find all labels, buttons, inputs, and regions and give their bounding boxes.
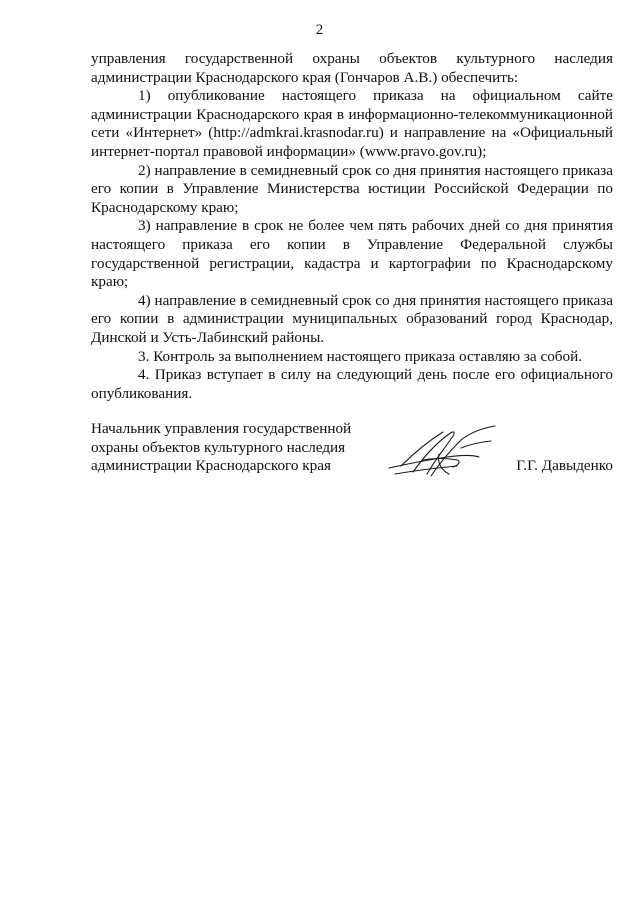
signatory-name: Г.Г. Давыденко (516, 457, 613, 474)
signatory-title-line: администрации Краснодарского края (91, 457, 331, 475)
paragraph-intro: управления государственной охраны объектов культурного наследия администрации Краснодарского края (Гончаров А.В.) обеспечить: (91, 50, 613, 86)
handwritten-signature (387, 424, 499, 482)
paragraph-item-1: 1) опубликование настоящего приказа на официальном сайте администрации Краснодарского края в информационно-телекоммуникационной сети «Интернет» (http://admkrai.krasnodar.ru) и направление на «Официальный интернет-портал правовой информации» (www.pravo.gov.ru); (91, 87, 613, 160)
paragraph-item-4: 4) направление в семидневный срок со дня принятия настоящего приказа его копии в администрации муниципальных образований город Краснодар, Динской и Усть-Лабинский районы. (91, 291, 613, 346)
paragraph-clause-4: 4. Приказ вступает в силу на следующий день после его официального опубликования. (91, 366, 613, 402)
signatory-title (91, 420, 381, 476)
signatory-title-line: Начальник управления государственной (91, 420, 352, 437)
paragraph-item-2: 2) направление в семидневный срок со дня принятия настоящего приказа его копии в Управление Министерства юстиции Российской Федерации по Краснодарскому краю; (91, 161, 613, 216)
signatory-title-line: охраны объектов культурного наследия (91, 438, 346, 456)
signature-block (91, 420, 613, 490)
paragraph-clause-3: 3. Контроль за выполнением настоящего приказа оставляю за собой. (138, 347, 583, 365)
paragraph-item-3: 3) направление в срок не более чем пять рабочих дней со дня принятия настоящего приказа его копии в Управление Федеральной службы государственной регистрации, кадастра и картографии по Краснодарскому краю; (91, 217, 613, 291)
page-number: 2 (315, 22, 324, 38)
document-body (91, 50, 613, 403)
